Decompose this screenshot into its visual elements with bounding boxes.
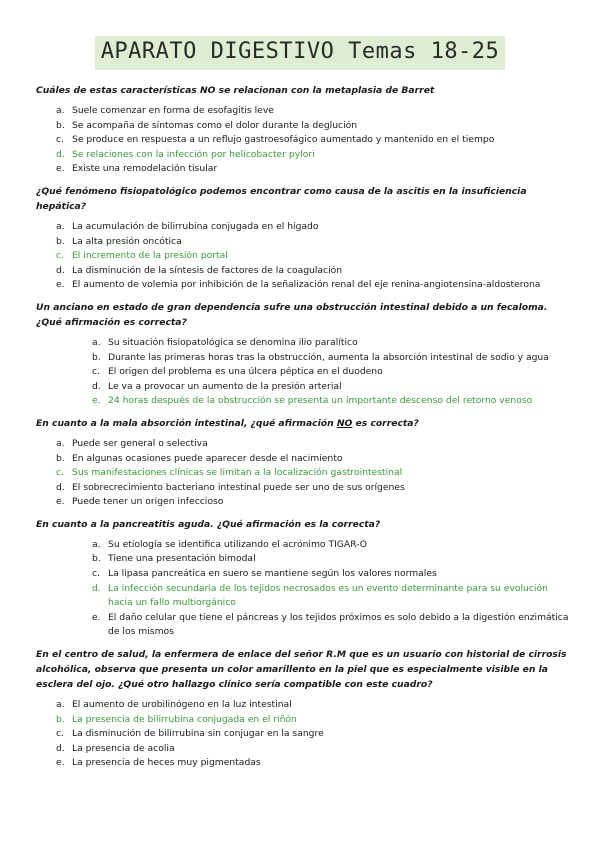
document-body: [36, 83, 572, 778]
question-6: En el centro de salud, la enfermera de enlace del señor R.M que es un usuario con historial de cirrosis alcohólica, observa que presenta un color amarillento en la piel que es especialmente visible en la esclera del ojo. ¿Qué otro hallazgo clínico sería compatible con este cuadro?: [36, 649, 567, 691]
options-1: [36, 104, 572, 177]
question-3: Un anciano en estado de gran dependencia sufre una obstrucción intestinal debido a un fecaloma. ¿Qué afirmación es correcta?: [36, 301, 548, 328]
option-5b: b. Tiene una presentación bimodal: [92, 553, 256, 565]
option-4e: e. Puede tener un origen infeccioso: [56, 496, 224, 508]
option-1c: c. Se produce en respuesta a un reflujo gastroesofágico aumentado y mantenido en el tiempo: [56, 134, 495, 146]
option-1e: e. Existe una remodelación tisular: [56, 163, 218, 175]
option-6b-correct: b. La presencia de bilirrubina conjugada en el riñón: [56, 713, 297, 725]
option-5e: e. El daño celular que tiene el páncreas y los tejidos próximos es solo debido a la digestión enzimática de los mismos: [92, 611, 569, 638]
option-3b: b. Durante las primeras horas tras la obstrucción, aumenta la absorción intestinal de sodio y agua: [92, 351, 549, 363]
options-4: [36, 437, 572, 510]
options-5: [36, 538, 572, 640]
option-3c: c. El origen del problema es una úlcera péptica en el duodeno: [92, 366, 383, 378]
options-6: [36, 698, 572, 771]
question-1: Cuáles de estas características NO se relacionan con la metaplasia de Barret: [36, 85, 435, 96]
option-6d: d. La presencia de acolia: [56, 742, 175, 754]
option-3e-correct: e. 24 horas después de la obstrucción se presenta un importante descenso del retorno venoso: [92, 395, 533, 407]
option-6c: c. La disminución de bilirrubina sin conjugar en la sangre: [56, 728, 324, 740]
question-2: ¿Qué fenómeno fisiopatológico podemos encontrar como causa de la ascitis en la insuficiencia hepática?: [36, 185, 527, 212]
options-3: [36, 336, 572, 409]
option-1d-correct: d. Se relaciones con la infección por helicobacter pylori: [56, 148, 315, 160]
option-4b: b. En algunas ocasiones puede aparecer desde el nacimiento: [56, 452, 343, 464]
option-6e: e. La presencia de heces muy pigmentadas: [56, 757, 261, 769]
option-2a: a. La acumulación de bilirrubina conjugada en el hígado: [56, 220, 319, 232]
option-4c-correct: c. Sus manifestaciones clínicas se limitan a la localización gastrointestinal: [56, 467, 403, 479]
option-6a: a. El aumento de urobilinógeno en la luz intestinal: [56, 699, 292, 711]
option-2e: e. El aumento de volemia por inhibición de la señalización renal del eje renina-angiotensina-aldosterona: [56, 279, 541, 291]
option-4d: d. El sobrecrecimiento bacteriano intestinal puede ser uno de sus orígenes: [56, 481, 405, 493]
page-title: APARATO DIGESTIVO Temas 18-25: [95, 36, 506, 70]
option-2d: d. La disminución de la síntesis de factores de la coagulación: [56, 264, 343, 276]
option-2c-correct: c. El incremento de la presión portal: [56, 250, 228, 262]
question-4: En cuanto a la mala absorción intestinal, ¿qué afirmación NO es correcta?: [36, 417, 419, 429]
option-5d-correct: d. La infección secundaria de los tejidos necrosados es un evento determinante para su evolución hacia un fallo multiorgánico: [92, 582, 548, 609]
option-5c: c. La lipasa pancreática en suero se mantiene según los valores normales: [92, 568, 437, 580]
option-5a: a. Su etiología se identifica utilizando el acrónimo TIGAR-O: [92, 538, 368, 550]
option-2b: b. La alta presión oncótica: [56, 235, 182, 247]
title-wrap: [0, 36, 600, 70]
question-5: En cuanto a la pancreatitis aguda. ¿Qué afirmación es la correcta?: [36, 518, 381, 530]
option-4a: a. Puede ser general o selectiva: [56, 437, 208, 449]
option-3a: a. Su situación fisiopatológica se denomina ilio paralítico: [92, 336, 358, 348]
option-1b: b. Se acompaña de síntomas como el dolor durante la deglución: [56, 119, 358, 131]
option-1a: a. Suele comenzar en forma de esofagitis leve: [56, 105, 274, 116]
options-2: [36, 220, 572, 293]
option-3d: d. Le va a provocar un aumento de la presión arterial: [92, 380, 342, 392]
